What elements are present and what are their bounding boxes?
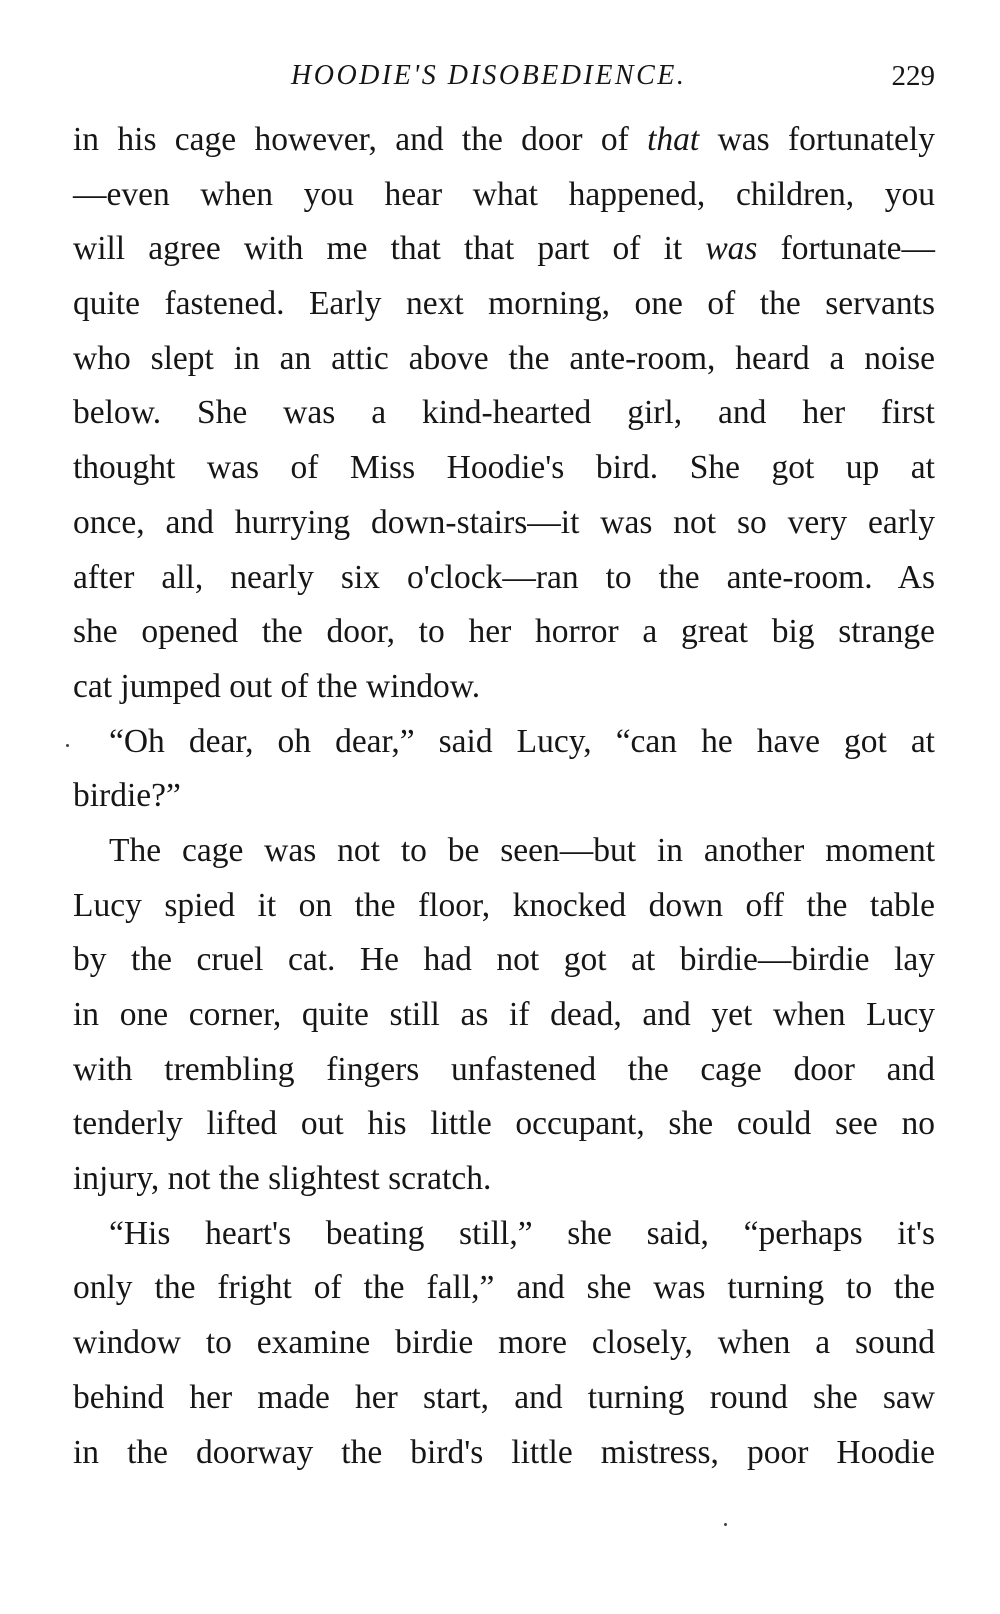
body-text	[73, 113, 935, 1480]
text-line: The cage was not to be seen—but in another moment	[109, 831, 935, 869]
text-line: after all, nearly six o'clock—ran to the ante-room. As	[73, 558, 935, 596]
text-line: only the fright of the fall,” and she was turning to the	[73, 1269, 935, 1307]
text-line: —even when you hear what happened, children, you	[73, 175, 935, 213]
text-line: window to examine birdie more closely, when a sound	[73, 1324, 935, 1362]
running-title: HOODIE'S DISOBEDIENCE.	[291, 60, 687, 91]
print-speck	[66, 744, 69, 747]
text-line: by the cruel cat. He had not got at birdie—birdie lay	[73, 941, 935, 979]
text-line: who slept in an attic above the ante-room, heard a noise	[73, 339, 935, 377]
text-line: cat jumped out of the window.	[73, 667, 481, 705]
text-line: below. She was a kind-hearted girl, and her first	[73, 394, 935, 432]
text-line: tenderly lifted out his little occupant, she could see no	[73, 1105, 935, 1143]
text-line: “Oh dear, oh dear,” said Lucy, “can he have got at	[109, 722, 935, 760]
text-line: injury, not the slightest scratch.	[73, 1160, 492, 1198]
text-line: in his cage however, and the door of that was fortunately	[73, 121, 935, 158]
text-line: she opened the door, to her horror a great big strange	[73, 613, 935, 651]
print-speck	[724, 1523, 727, 1526]
text-line: in one corner, quite still as if dead, and yet when Lucy	[73, 996, 935, 1033]
page-number: 229	[891, 60, 935, 92]
italic-emphasis: was	[705, 230, 758, 268]
text-line: Lucy spied it on the floor, knocked down off the table	[73, 886, 935, 924]
text-line: once, and hurrying down-stairs—it was not so very early	[73, 503, 935, 541]
text-line: in the doorway the bird's little mistress, poor Hoodie	[73, 1433, 935, 1471]
text-line: quite fastened. Early next morning, one of the servants	[73, 285, 935, 323]
italic-emphasis: that	[647, 121, 700, 158]
text-line: with trembling fingers unfastened the cage door and	[73, 1050, 935, 1088]
text-line: “His heart's beating still,” she said, “perhaps it's	[109, 1214, 935, 1252]
text-line: birdie?”	[73, 777, 181, 815]
text-line: behind her made her start, and turning round she saw	[73, 1378, 935, 1416]
text-line: will agree with me that that part of it was fortunate—	[73, 230, 935, 268]
text-line: thought was of Miss Hoodie's bird. She got up at	[73, 449, 935, 487]
running-header	[73, 56, 935, 96]
